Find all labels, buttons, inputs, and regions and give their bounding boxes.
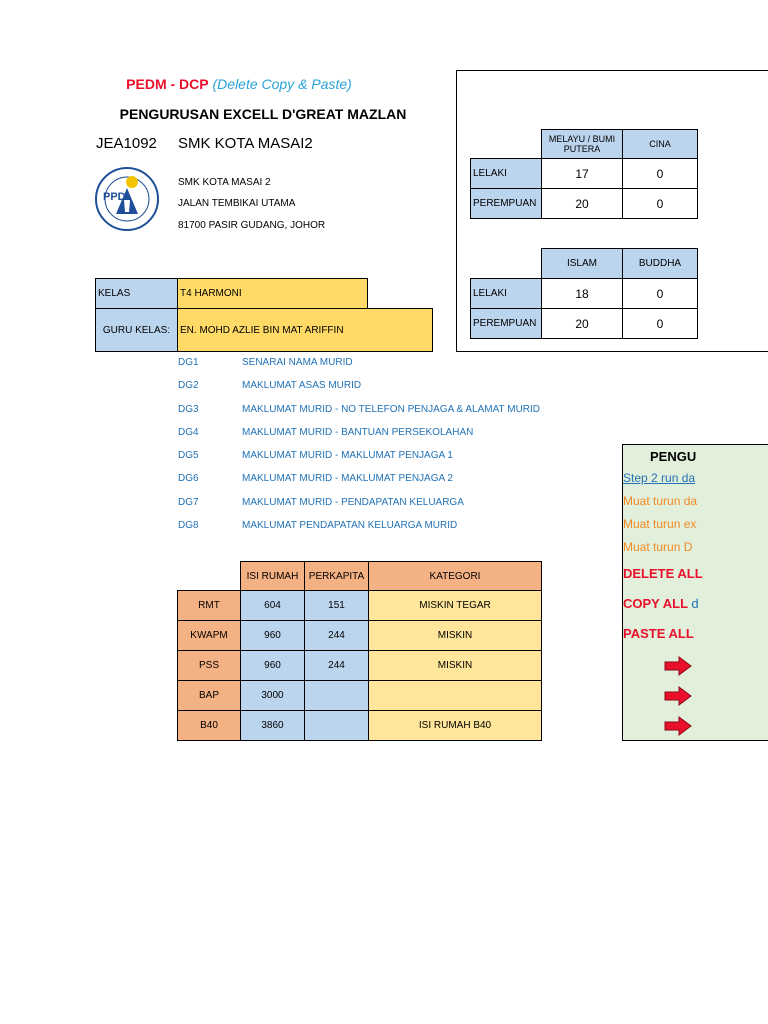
dg-link[interactable]: MAKLUMAT MURID - NO TELEFON PENJAGA & ALAMAT MURID [242,404,541,415]
income-cell [304,680,369,711]
paste-all-button[interactable]: PASTE ALL [623,626,694,641]
dg-code: DG5 [178,450,199,461]
religion-row-label-lelaki: LELAKI [470,278,542,309]
race-cell: 0 [622,188,698,219]
school-code: JEA1092 [96,135,157,152]
race-header-melayu: MELAYU / BUMI PUTERA [541,129,623,159]
step-2-link[interactable]: Step 2 run da [623,471,696,485]
dg-link[interactable]: MAKLUMAT PENDAPATAN KELUARGA MURID [242,520,458,531]
ppd-logo [94,166,160,232]
income-row-label: PSS [177,650,241,681]
dg-link[interactable]: MAKLUMAT MURID - BANTUAN PERSEKOLAHAN [242,427,474,438]
income-row-label: KWAPM [177,620,241,651]
dg-link[interactable]: SENARAI NAMA MURID [242,357,353,368]
religion-header-buddha: BUDDHA [622,248,698,279]
dg-code: DG2 [178,380,199,391]
race-header-cina: CINA [622,129,698,159]
income-cell: MISKIN [368,620,542,651]
dg-link[interactable]: MAKLUMAT MURID - MAKLUMAT PENJAGA 2 [242,473,453,484]
guru-label: GURU KELAS: [95,308,178,352]
income-cell [368,680,542,711]
race-cell: 20 [541,188,623,219]
income-cell [304,710,369,741]
religion-cell: 0 [622,308,698,339]
race-cell: 17 [541,158,623,189]
dg-code: DG7 [178,497,199,508]
dg-link[interactable]: MAKLUMAT ASAS MURID [242,380,362,391]
muat-turun-2[interactable]: Muat turun ex [623,517,697,531]
dg-code: DG6 [178,473,199,484]
dg-link[interactable]: MAKLUMAT MURID - PENDAPATAN KELUARGA [242,497,464,508]
dg-code: DG4 [178,427,199,438]
religion-header-islam: ISLAM [541,248,623,279]
income-cell: 151 [304,590,369,621]
income-row-label: RMT [177,590,241,621]
religion-row-label-perempuan: PEREMPUAN [470,308,542,339]
kelas-label: KELAS [95,278,178,309]
copy-all-tail: d [691,596,699,611]
copy-all-label: COPY ALL [623,596,688,611]
svg-text:PPD: PPD [103,191,126,203]
income-header-perkapita: PERKAPITA [304,561,369,591]
subtitle: PENGURUSAN EXCELL D'GREAT MAZLAN [119,106,407,122]
guru-value[interactable]: EN. MOHD AZLIE BIN MAT ARIFFIN [177,308,433,352]
income-cell: 604 [240,590,305,621]
race-row-label-perempuan: PEREMPUAN [470,188,542,219]
dg-code: DG3 [178,404,199,415]
control-panel-title: PENGU [650,449,697,464]
right-arrow-icon[interactable] [664,716,692,736]
income-cell: 960 [240,620,305,651]
address-line-3: 81700 PASIR GUDANG, JOHOR [178,220,326,231]
income-cell: MISKIN [368,650,542,681]
income-cell: 3860 [240,710,305,741]
dg-code: DG1 [178,357,199,368]
dg-link[interactable]: MAKLUMAT MURID - MAKLUMAT PENJAGA 1 [242,450,453,461]
school-name: SMK KOTA MASAI2 [178,135,313,152]
title-sub: (Delete Copy & Paste) [212,76,352,92]
religion-cell: 0 [622,278,698,309]
religion-cell: 18 [541,278,623,309]
title-main: PEDM - DCP [126,76,209,92]
address-line-1: SMK KOTA MASAI 2 [178,177,271,188]
income-cell: ISI RUMAH B40 [368,710,542,741]
copy-all-button[interactable] [623,596,699,611]
income-row-label: B40 [177,710,241,741]
right-arrow-icon[interactable] [664,686,692,706]
muat-turun-1[interactable]: Muat turun da [623,494,698,508]
kelas-value[interactable]: T4 HARMONI [177,278,368,309]
control-panel [622,444,768,741]
income-header-kategori: KATEGORI [368,561,542,591]
income-cell: 244 [304,650,369,681]
delete-all-button[interactable]: DELETE ALL [623,566,703,581]
income-cell: 244 [304,620,369,651]
dg-code: DG8 [178,520,199,531]
race-cell: 0 [622,158,698,189]
muat-turun-3[interactable]: Muat turun D [623,540,693,554]
income-cell: 960 [240,650,305,681]
right-arrow-icon[interactable] [664,656,692,676]
income-header-isi-rumah: ISI RUMAH [240,561,305,591]
race-row-label-lelaki: LELAKI [470,158,542,189]
page-title [0,76,478,92]
address-line-2: JALAN TEMBIKAI UTAMA [178,198,296,209]
income-cell: MISKIN TEGAR [368,590,542,621]
income-cell: 3000 [240,680,305,711]
income-row-label: BAP [177,680,241,711]
religion-cell: 20 [541,308,623,339]
